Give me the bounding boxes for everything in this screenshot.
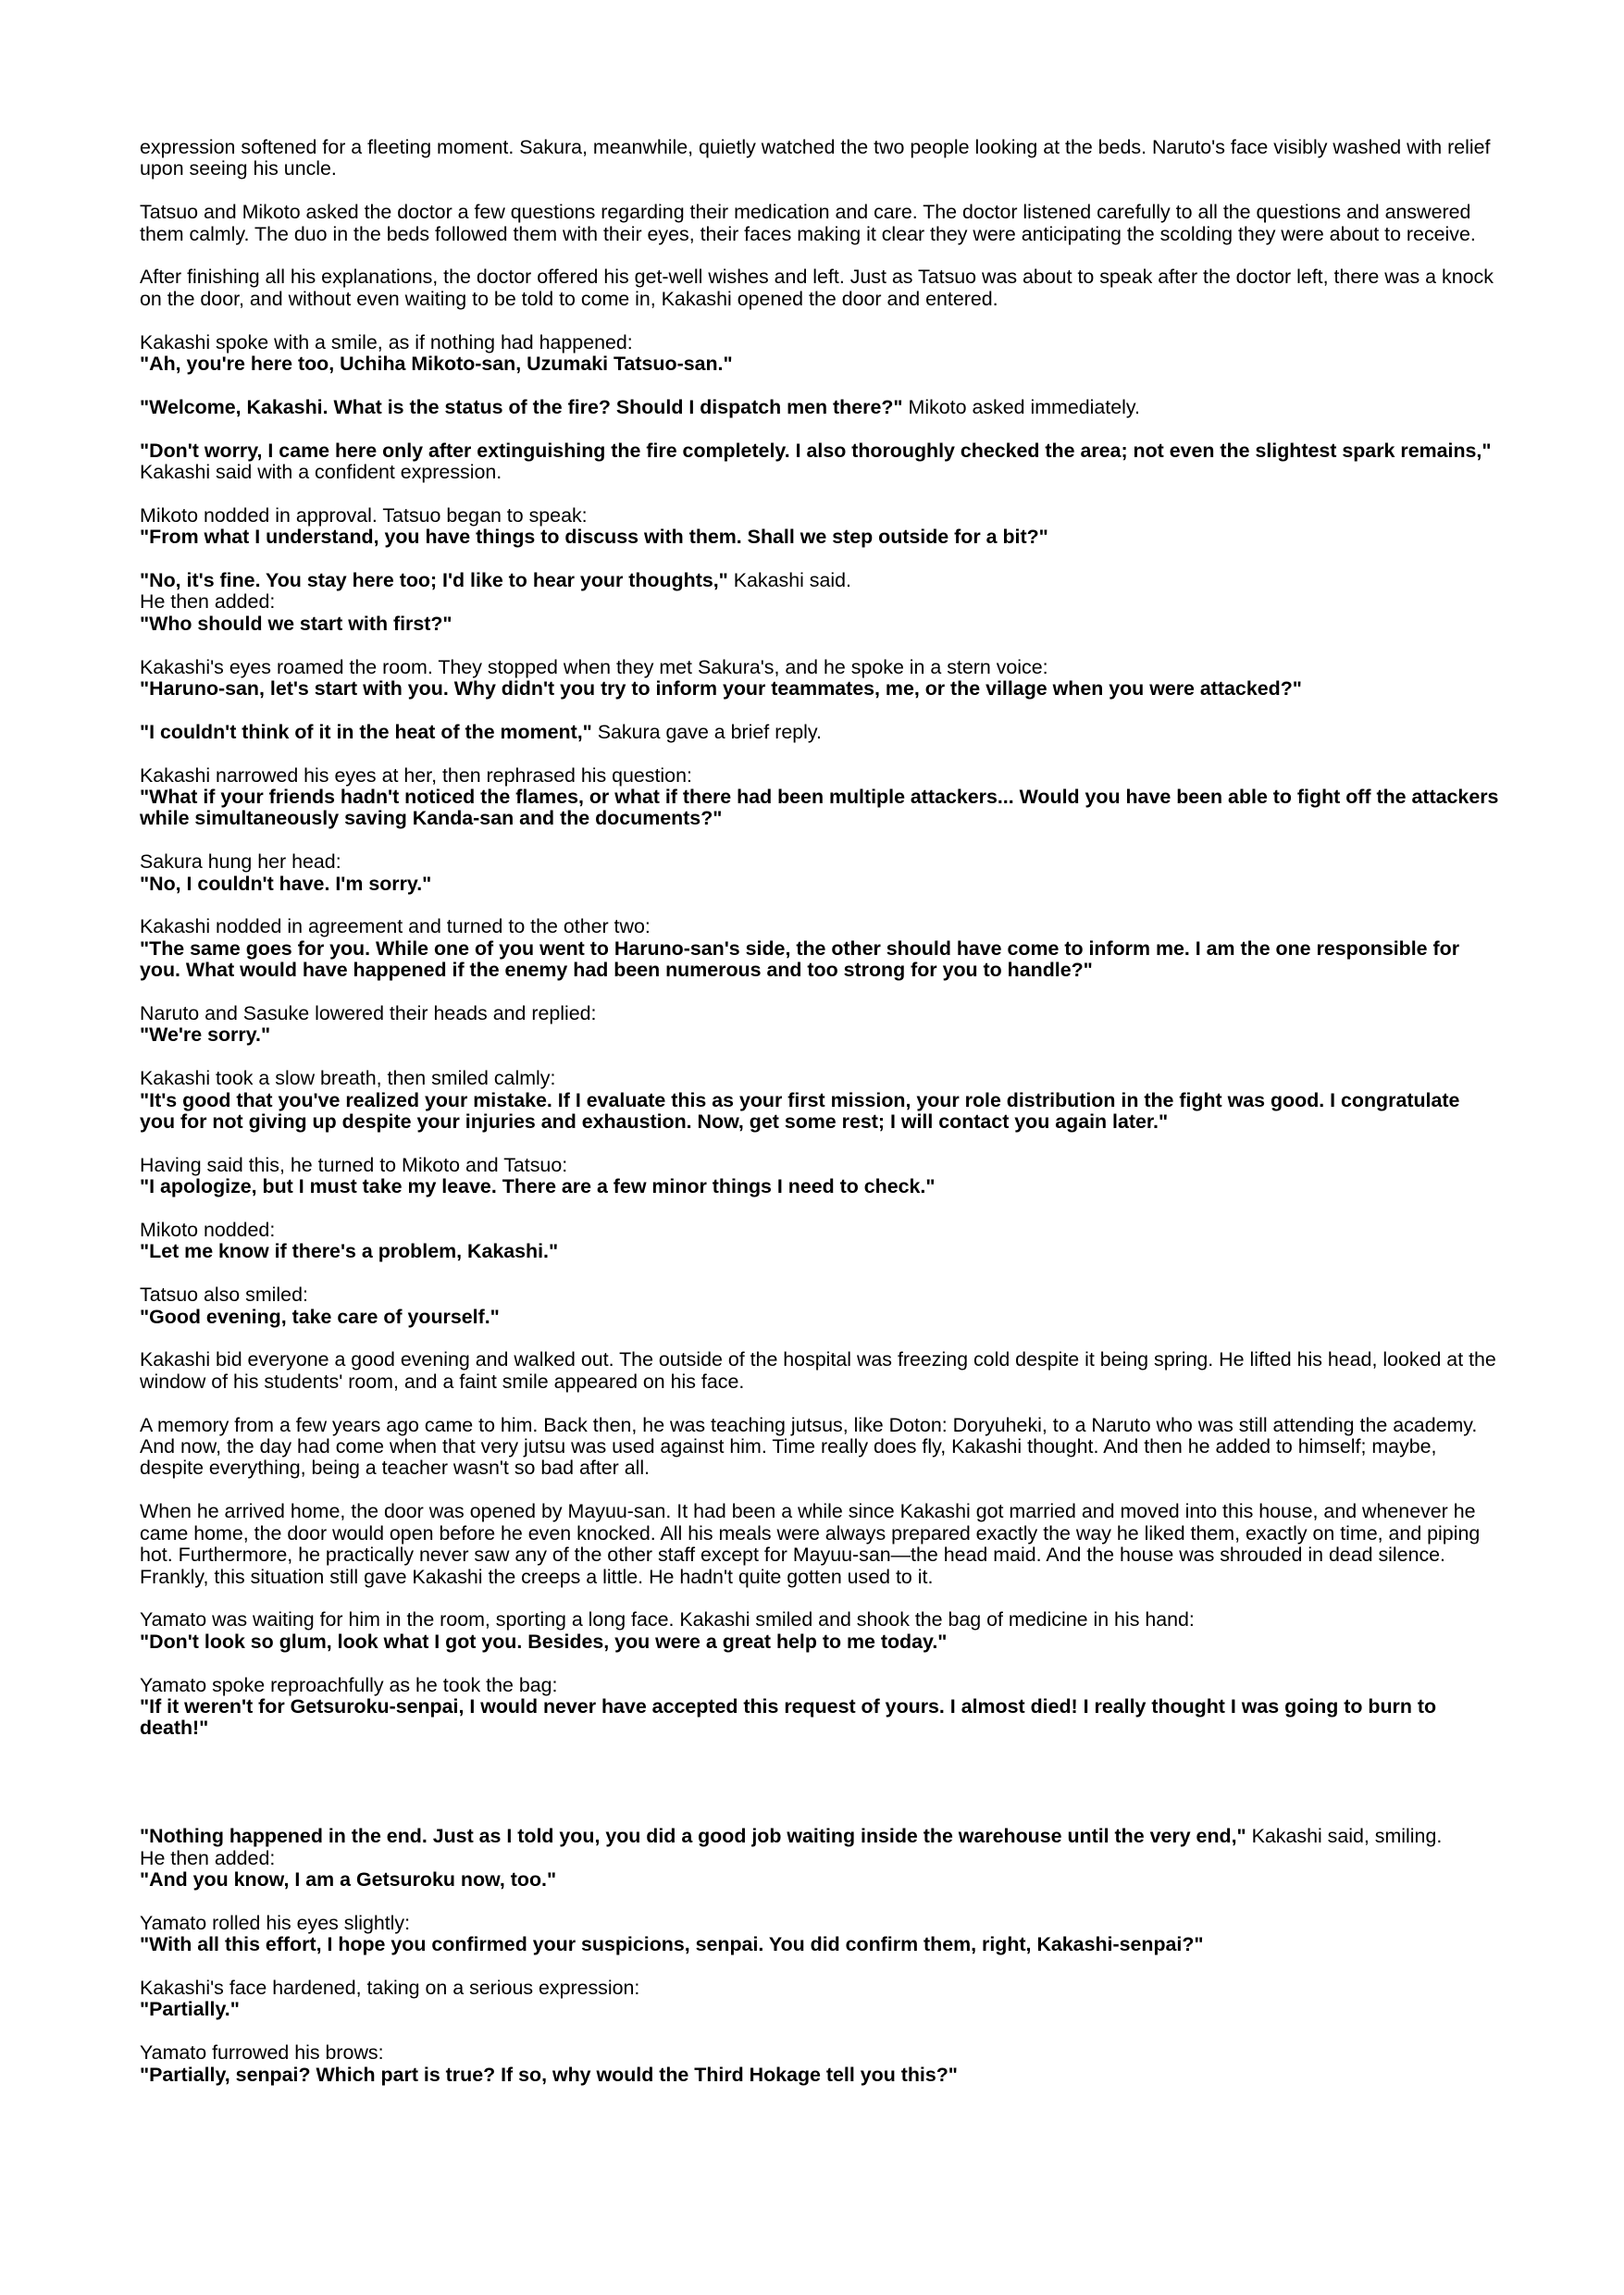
dialogue-paragraph <box>140 1068 1500 1133</box>
dialogue-paragraph <box>140 440 1500 484</box>
dialogue-quote: "If it weren't for Getsuroku-senpai, I would never have accepted this request of yours. I almost died! I really thought I was going to burn to death!" <box>140 1694 1437 1740</box>
dialogue-paragraph <box>140 765 1500 830</box>
dialogue-quote: "The same goes for you. While one of you went to Haruno-san's side, the other should have come to inform me. I am the one responsible for you. What would have happened if the enemy had been numerous and too strong for you to handle?" <box>140 937 1460 982</box>
dialogue-tag: Kakashi said with a confident expression. <box>140 461 502 484</box>
dialogue-paragraph <box>140 722 1500 743</box>
narration-paragraph: expression softened for a fleeting moment. Sakura, meanwhile, quietly watched the two people looking at the beds. Naruto's face visibly washed with relief upon seeing his uncle. <box>140 136 1491 180</box>
dialogue-quote: "Ah, you're here too, Uchiha Mikoto-san, Uzumaki Tatsuo-san." <box>140 353 733 376</box>
dialogue-paragraph <box>140 1978 1500 2021</box>
dialogue-quote: "With all this effort, I hope you confirmed your suspicions, senpai. You did confirm them, right, Kakashi-senpai?" <box>140 1933 1204 1956</box>
narration-paragraph: Kakashi bid everyone a good evening and walked out. The outside of the hospital was freezing cold despite it being spring. He lifted his head, looked at the window of his students' room, and a faint smile appeared on his face. <box>140 1348 1496 1393</box>
dialogue-quote: "Don't worry, I came here only after extinguishing the fire completely. I also thoroughly checked the area; not even the slightest spark remains," <box>140 439 1492 462</box>
narration-paragraph: When he arrived home, the door was opened by Mayuu-san. It had been a while since Kakashi got married and moved into this house, and whenever he came home, the door would open before he even knocked. All his meals were always prepared exactly the way he liked them, exactly on time, and piping hot. Furthermore, he practically never saw any of the other staff except for Mayuu-san—the head maid. And the house was shrouded in dead silence. Frankly, this situation still gave Kakashi the creeps a little. He hadn't quite gotten used to it. <box>140 1500 1481 1588</box>
dialogue-intro: Yamato was waiting for him in the room, sporting a long face. Kakashi smiled and shook the bag of medicine in his hand: <box>140 1608 1195 1631</box>
dialogue-paragraph <box>140 1826 1500 1891</box>
dialogue-tag: Mikoto asked immediately. <box>902 395 1140 418</box>
dialogue-line <box>140 570 1500 591</box>
dialogue-paragraph <box>140 851 1500 895</box>
dialogue-intro: Kakashi's face hardened, taking on a serious expression: <box>140 1976 640 1999</box>
blank-space <box>140 1761 1500 1826</box>
dialogue-quote: "Good evening, take care of yourself." <box>140 1305 500 1328</box>
dialogue-paragraph <box>140 1675 1500 1740</box>
dialogue-quote: "I apologize, but I must take my leave. There are a few minor things I need to check." <box>140 1175 936 1198</box>
dialogue-quote: "No, I couldn't have. I'm sorry." <box>140 872 432 895</box>
dialogue-intro: Kakashi nodded in agreement and turned to the other two: <box>140 915 651 938</box>
dialogue-intro: Yamato rolled his eyes slightly: <box>140 1911 411 1934</box>
dialogue-line <box>140 1826 1500 1847</box>
dialogue-quote: "It's good that you've realized your mistake. If I evaluate this as your first mission, your role distribution in the fight was good. I congratulate you for not giving up despite your injuries and exhaustion. Now, get some rest; I will contact you again later." <box>140 1088 1460 1134</box>
dialogue-quote: "Who should we start with first?" <box>140 612 452 635</box>
dialogue-paragraph <box>140 1155 1500 1198</box>
dialogue-quote: "And you know, I am a Getsuroku now, too." <box>140 1867 557 1891</box>
dialogue-paragraph <box>140 1220 1500 1263</box>
dialogue-quote: "No, it's fine. You stay here too; I'd like to hear your thoughts," <box>140 569 728 592</box>
document-page <box>140 137 1500 2107</box>
dialogue-intro: He then added: <box>140 590 276 614</box>
dialogue-intro: Kakashi's eyes roamed the room. They stopped when they met Sakura's, and he spoke in a stern voice: <box>140 655 1048 678</box>
dialogue-intro: Yamato spoke reproachfully as he took the bag: <box>140 1673 558 1696</box>
dialogue-quote: "I couldn't think of it in the heat of the moment," <box>140 720 592 743</box>
dialogue-paragraph <box>140 916 1500 981</box>
dialogue-quote: "Haruno-san, let's start with you. Why didn't you try to inform your teammates, me, or the village when you were attacked?" <box>140 677 1302 701</box>
dialogue-quote: "Don't look so glum, look what I got you. Besides, you were a great help to me today." <box>140 1630 948 1653</box>
dialogue-paragraph <box>140 1913 1500 1956</box>
dialogue-intro: Yamato furrowed his brows: <box>140 2041 384 2065</box>
dialogue-quote: "Partially, senpai? Which part is true? If so, why would the Third Hokage tell you this?" <box>140 2063 958 2086</box>
dialogue-paragraph <box>140 1284 1500 1328</box>
dialogue-quote: "From what I understand, you have things to discuss with them. Shall we step outside for a bit?" <box>140 526 1048 549</box>
dialogue-paragraph <box>140 505 1500 549</box>
dialogue-quote: "Nothing happened in the end. Just as I told you, you did a good job waiting inside the warehouse until the very end," <box>140 1825 1246 1848</box>
narration-paragraph: A memory from a few years ago came to him. Back then, he was teaching jutsus, like Doton: Doryuheki, to a Naruto who was still attending the academy. And now, the day had come when that very jutsu was used against him. Time really does fly, Kakashi thought. And then he added to himself; maybe, despite everything, being a teacher wasn't so bad after all. <box>140 1413 1478 1480</box>
dialogue-intro: Sakura hung her head: <box>140 850 341 874</box>
dialogue-paragraph <box>140 2042 1500 2086</box>
dialogue-intro: Mikoto nodded: <box>140 1219 276 1242</box>
dialogue-intro: Kakashi narrowed his eyes at her, then rephrased his question: <box>140 763 692 787</box>
dialogue-quote: "Let me know if there's a problem, Kakashi." <box>140 1240 559 1263</box>
dialogue-quote: "What if your friends hadn't noticed the flames, or what if there had been multiple attackers... Would you have been able to fight off the attackers while simultaneously saving Kanda-san and the documents?" <box>140 786 1499 830</box>
dialogue-intro: Kakashi took a slow breath, then smiled calmly: <box>140 1067 556 1090</box>
narration-paragraph: After finishing all his explanations, the doctor offered his get-well wishes and left. Just as Tatsuo was about to speak after the doctor left, there was a knock on the door, and without even waiting to be told to come in, Kakashi opened the door and entered. <box>140 266 1494 310</box>
narration-paragraph: Tatsuo and Mikoto asked the doctor a few questions regarding their medication and care. The doctor listened carefully to all the questions and answered them calmly. The duo in the beds followed them with their eyes, their faces making it clear they were anticipating the scolding they were about to receive. <box>140 201 1476 245</box>
dialogue-intro: Mikoto nodded in approval. Tatsuo began to speak: <box>140 503 588 527</box>
dialogue-paragraph <box>140 1609 1500 1653</box>
dialogue-quote: "Partially." <box>140 1998 240 2021</box>
dialogue-paragraph <box>140 332 1500 376</box>
dialogue-quote: "We're sorry." <box>140 1023 271 1047</box>
dialogue-paragraph <box>140 657 1500 701</box>
dialogue-paragraph <box>140 570 1500 635</box>
dialogue-intro: Tatsuo also smiled: <box>140 1284 308 1307</box>
dialogue-paragraph <box>140 1003 1500 1047</box>
dialogue-quote: "Welcome, Kakashi. What is the status of the fire? Should I dispatch men there?" <box>140 395 903 418</box>
dialogue-intro: Kakashi spoke with a smile, as if nothing had happened: <box>140 330 633 354</box>
dialogue-tag: Sakura gave a brief reply. <box>591 720 822 743</box>
dialogue-tag: Kakashi said. <box>727 569 851 592</box>
dialogue-intro: Naruto and Sasuke lowered their heads and replied: <box>140 1002 597 1025</box>
dialogue-intro: He then added: <box>140 1846 276 1869</box>
dialogue-intro: Having said this, he turned to Mikoto and Tatsuo: <box>140 1153 568 1176</box>
dialogue-tag: Kakashi said, smiling. <box>1246 1825 1443 1848</box>
dialogue-paragraph <box>140 397 1500 418</box>
